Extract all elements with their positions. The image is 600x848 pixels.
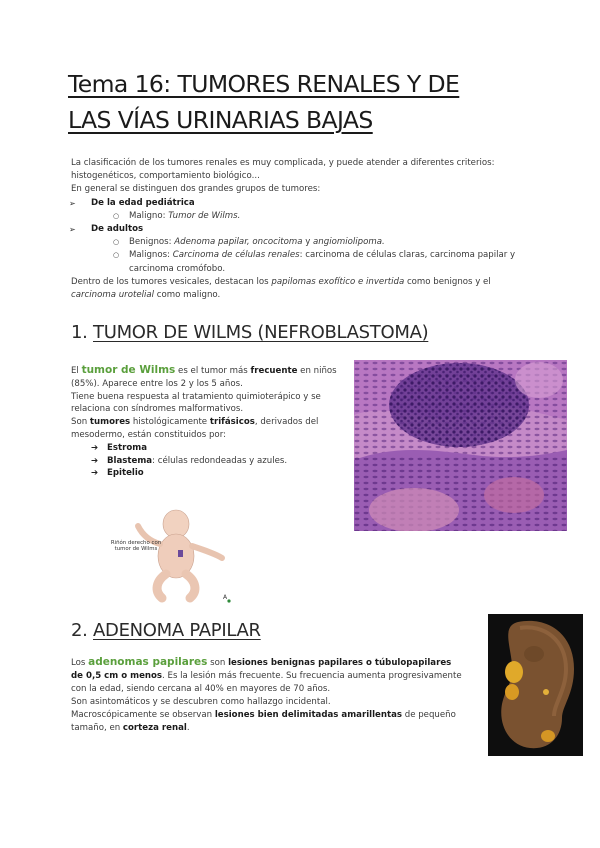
- text: en niños (85%). Aparece entre los 2 y los 5 años.: [71, 366, 337, 389]
- item-emphasis: Carcinoma de células renales: [172, 250, 300, 261]
- component-name: Blastema: [107, 455, 153, 466]
- text: histológicamente: [130, 417, 210, 428]
- adenoma-line-2: Son asintomáticos y se descubren como hallazgo incidental.: [71, 697, 331, 707]
- bold-term: trifásicos: [209, 417, 255, 428]
- circle-bullet-icon: ○: [113, 211, 120, 220]
- section-1-body: [71, 364, 341, 480]
- title-line-1: Tema 16: TUMORES RENALES Y DE: [68, 70, 460, 98]
- item-emphasis-2: angiomiolipoma.: [313, 237, 385, 248]
- intro-paragraph-1: La clasificación de los tumores renales es muy complicada, y puede atender a diferentes criterios: histogenéticos, comportamiento biológico...: [71, 158, 495, 182]
- section-2-title: ADENOMA PAPILAR: [93, 620, 261, 641]
- bold-term: lesiones benignas papilares o túbulopapilares de 0,5 cm o menos: [71, 658, 452, 681]
- arrow-right-icon: ➔: [91, 455, 99, 466]
- bold-term: corteza renal: [122, 723, 187, 733]
- group-adults: [71, 223, 521, 236]
- highlight-term: adenomas papilares: [88, 656, 208, 668]
- kidney-photo: [488, 614, 583, 756]
- title-line-2: LAS VÍAS URINARIAS BAJAS: [68, 106, 373, 134]
- item-emphasis: Adenoma papilar, oncocitoma: [174, 237, 303, 248]
- kidney-svg: [488, 614, 583, 756]
- arrow-right-icon: ➔: [91, 442, 99, 453]
- component-desc: : células redondeadas y azules.: [152, 455, 288, 466]
- baby-svg: [104, 506, 234, 606]
- group-pediatric-label: De la edad pediátrica: [91, 197, 195, 208]
- intro-paragraph-3: [71, 276, 521, 302]
- intro-section: [71, 157, 521, 302]
- text: .: [186, 723, 190, 733]
- item-prefix: Maligno:: [129, 210, 169, 221]
- figure-label-line-2: tumor de Wilms: [114, 546, 158, 553]
- group-adults-item-2: [71, 249, 521, 275]
- p3-b: como benignos y el: [404, 276, 491, 287]
- arrow-bullet-icon: ➢: [69, 225, 76, 235]
- adenoma-line-3: [71, 709, 466, 735]
- bold-term: tumores: [89, 417, 131, 428]
- text: . Es la lesión más frecuente. Su frecuencia aumenta progresivamente con la edad, siendo cercana al 40% en mayores de 70 años.: [71, 671, 462, 694]
- group-adults-item-1: [71, 236, 521, 249]
- histology-image: [354, 360, 567, 531]
- section-1-heading: [71, 322, 428, 343]
- text: es el tumor más: [175, 366, 251, 376]
- component-item: [71, 467, 341, 480]
- histology-svg: [354, 360, 567, 531]
- text: son: [207, 658, 229, 668]
- arrow-bullet-icon: ➢: [69, 198, 76, 208]
- component-name: Epitelio: [107, 468, 144, 479]
- p3-em2: carcinoma urotelial: [71, 290, 155, 301]
- figure-label-line-1: Riñón derecho con: [110, 540, 162, 546]
- bold-term: lesiones bien delimitadas amarillentas: [214, 710, 403, 720]
- arrow-right-icon: ➔: [91, 468, 99, 479]
- wilms-line-1: [71, 364, 341, 391]
- text: de pequeño tamaño, en: [71, 710, 456, 733]
- text: , derivados del mesodermo, están constituidos por:: [71, 417, 319, 440]
- group-adults-label: De adultos: [91, 224, 144, 235]
- baby-illustration: [104, 506, 234, 606]
- text: Son: [71, 417, 90, 428]
- wilms-line-2: Tiene buena respuesta al tratamiento quimioterápico y se relaciona con síndromes malformativos.: [71, 391, 321, 415]
- text: El: [71, 366, 82, 376]
- section-1-number: 1.: [71, 322, 93, 343]
- text: Los: [71, 658, 89, 668]
- highlight-term: tumor de Wilms: [81, 364, 176, 376]
- item-mid: y: [302, 237, 314, 248]
- wilms-line-3: [71, 416, 341, 442]
- text: Macroscópicamente se observan: [71, 710, 215, 720]
- page-title: [68, 66, 548, 138]
- bold-term: frecuente: [250, 366, 298, 376]
- section-2-heading: [71, 620, 261, 641]
- figure-letter: A: [223, 594, 228, 601]
- circle-bullet-icon: ○: [113, 251, 120, 260]
- component-name: Estroma: [107, 442, 147, 453]
- adenoma-line-1: [71, 656, 466, 696]
- item-rest: : carcinoma de células claras, carcinoma papilar y carcinoma cromófobo.: [129, 250, 516, 274]
- circle-bullet-icon: ○: [113, 238, 120, 247]
- p3-em1: papilomas exofítico e invertida: [271, 276, 405, 287]
- component-item: [71, 442, 341, 455]
- group-pediatric-item: [71, 210, 521, 223]
- item-prefix: Benignos:: [129, 237, 175, 248]
- figure-label: [110, 540, 162, 552]
- p3-c: como maligno.: [154, 290, 221, 301]
- intro-paragraph-2: En general se distinguen dos grandes grupos de tumores:: [71, 184, 321, 195]
- section-1-title: TUMOR DE WILMS (NEFROBLASTOMA): [93, 322, 429, 343]
- p3-a: Dentro de los tumores vesicales, destacan los: [71, 276, 272, 287]
- item-emphasis: Tumor de Wilms.: [168, 210, 241, 221]
- group-pediatric: [71, 197, 521, 210]
- section-2-body: [71, 656, 466, 735]
- component-item: [71, 455, 341, 468]
- item-prefix: Malignos:: [129, 250, 173, 261]
- section-2-number: 2.: [71, 620, 93, 641]
